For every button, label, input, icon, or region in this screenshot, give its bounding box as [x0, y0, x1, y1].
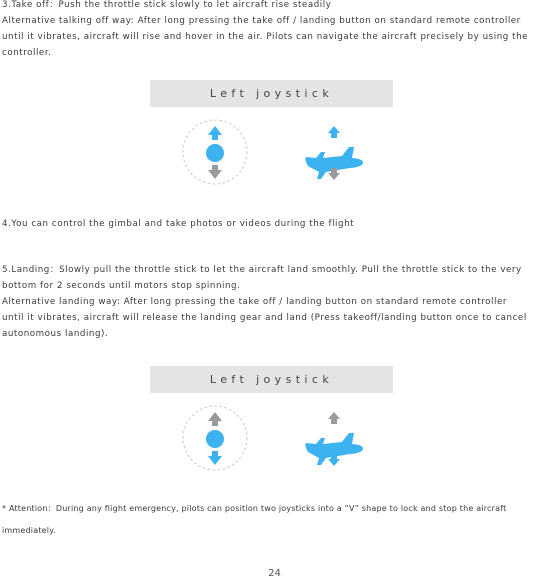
step3-paragraph	[2, 0, 548, 61]
step3-line: until it vibrates, aircraft will rise and hover in the air. Pilots can navigate the aircraft precisely by using the	[2, 32, 529, 42]
left-joystick-banner: Left joystick	[150, 80, 393, 107]
landing-illustration	[0, 404, 549, 484]
attention-line: * Attention：During any flight emergency, pilots can position two joysticks into a “V” shape to lock and stop the aircraft	[2, 504, 507, 513]
left-joystick-banner: Left joystick	[150, 366, 393, 393]
step3-line: controller.	[2, 48, 52, 58]
aircraft-land-icon	[305, 412, 363, 466]
step3-line: 3.Take off：Push the throttle stick slowly to let aircraft rise steadily	[2, 0, 332, 10]
page-number: 24	[268, 568, 281, 579]
aircraft-rise-icon	[305, 126, 363, 180]
step5-line: Alternative landing way: After long pressing the take off / landing button on standard remote controller	[2, 297, 507, 307]
step4-line: 4.You can control the gimbal and take photos or videos during the flight	[2, 219, 355, 229]
attention-line: immediately.	[2, 526, 56, 535]
step3-line: Alternative talking off way: After long pressing the take off / landing button on standard remote controller	[2, 16, 521, 26]
step5-paragraph	[2, 262, 548, 342]
step5-line: bottom for 2 seconds until motors stop spinning.	[2, 281, 241, 291]
attention-note	[2, 499, 548, 541]
step5-line: 5.Landing：Slowly pull the throttle stick to let the aircraft land smoothly. Pull the throttle stick to the very	[2, 265, 522, 275]
step5-line: autonomous landing).	[2, 329, 109, 339]
step5-line: until it vibrates, aircraft will release the landing gear and land (Press takeoff/landing button once to cancel	[2, 313, 527, 323]
step4-paragraph	[2, 216, 548, 232]
left-joystick-up-icon	[183, 120, 247, 184]
left-joystick-down-icon	[183, 406, 247, 470]
takeoff-illustration	[0, 118, 549, 198]
